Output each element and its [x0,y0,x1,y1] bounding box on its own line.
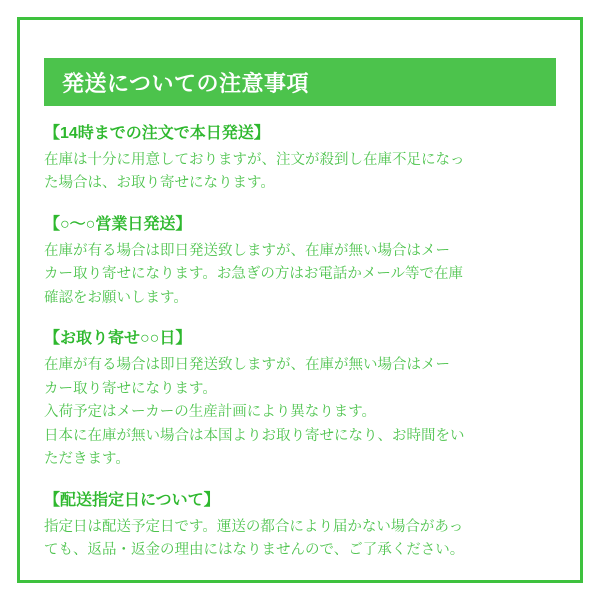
section-line: 日本に在庫が無い場合は本国よりお取り寄せになり、お時間をい [44,427,465,444]
section-heading: 【配送指定日について】 [44,491,220,509]
section-body [44,149,556,196]
page-title: 発送についての注意事項 [62,70,310,96]
title-bar [44,58,556,106]
section-heading: 【お取り寄せ○○日】 [44,330,192,348]
notice-section [44,122,556,196]
section-line: た場合は、お取り寄せになります。 [44,175,275,192]
section-line: カー取り寄せになります。お急ぎの方はお電話かメール等で在庫 [44,266,464,283]
section-line: ただきます。 [44,451,130,468]
section-line: 在庫が有る場合は即日発送致しますが、在庫が無い場合はメー [44,242,450,259]
section-heading: 【14時までの注文で本日発送】 [44,125,270,142]
section-body [44,354,556,471]
notice-section [44,213,556,310]
notice-section [44,489,556,563]
section-line: カー取り寄せになります。 [44,380,217,397]
notice-section [44,327,556,471]
section-body [44,240,556,310]
section-line: 確認をお願いします。 [44,289,188,306]
section-line: ても、返品・返金の理由にはなりませんので、ご了承ください。 [44,542,465,559]
document-content [44,58,556,580]
section-line: 指定日は配送予定日です。運送の都合により届かない場合があっ [44,518,464,535]
section-body [44,516,556,563]
notice-sections [44,122,556,563]
section-line: 入荷予定はメーカーの生産計画により異なります。 [44,404,377,421]
section-line: 在庫は十分に用意しておりますが、注文が殺到し在庫不足になっ [44,152,465,168]
section-line: 在庫が有る場合は即日発送致しますが、在庫が無い場合はメー [44,357,450,374]
section-heading: 【○〜○営業日発送】 [44,215,192,233]
